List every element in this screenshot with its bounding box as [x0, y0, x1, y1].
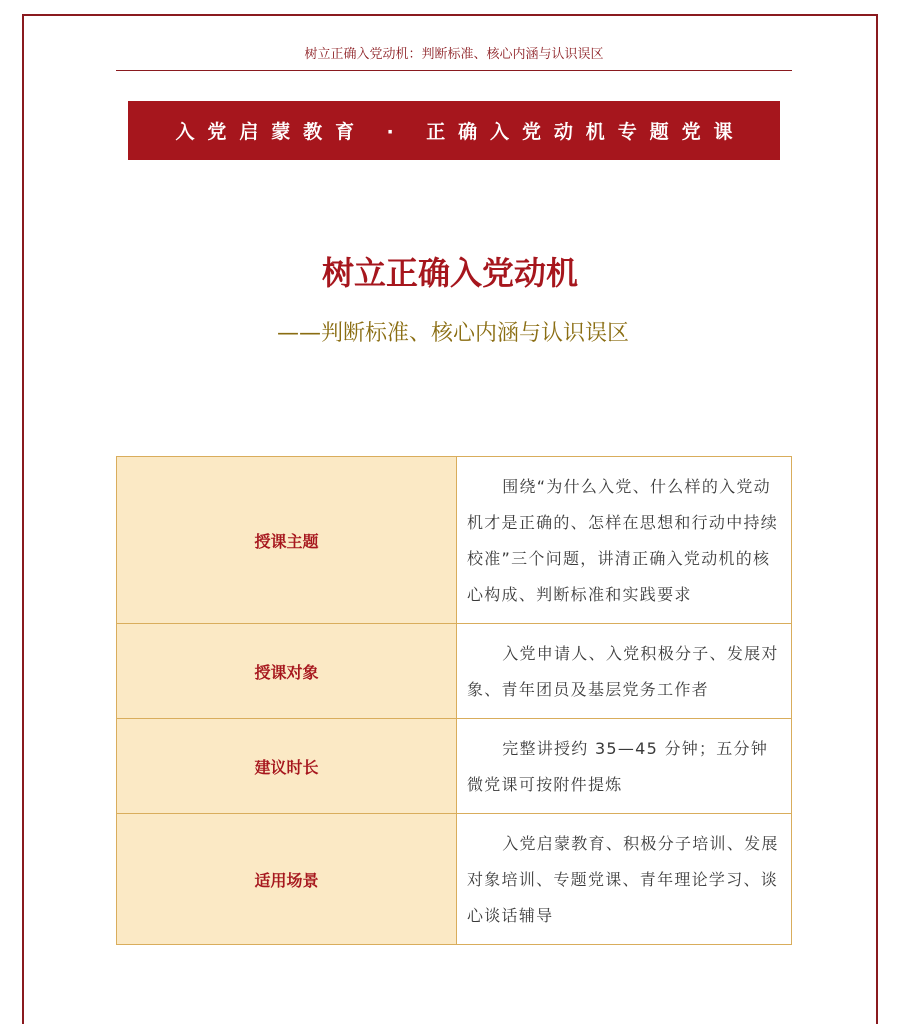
row-value: 完整讲授约 35—45 分钟；五分钟微党课可按附件提炼 — [457, 719, 792, 814]
row-label: 授课主题 — [117, 457, 457, 624]
row-value: 入党启蒙教育、积极分子培训、发展对象培训、专题党课、青年理论学习、谈心谈话辅导 — [457, 814, 792, 945]
row-label: 适用场景 — [117, 814, 457, 945]
header-rule — [116, 70, 792, 71]
page-title: 树立正确入党动机 — [321, 254, 578, 292]
row-label: 建议时长 — [117, 719, 457, 814]
running-header: 树立正确入党动机：判断标准、核心内涵与认识误区 — [304, 47, 604, 62]
table-row — [117, 457, 792, 624]
table-row — [117, 624, 792, 719]
banner — [128, 101, 780, 160]
table-row — [117, 719, 792, 814]
banner-text: 入党启蒙教育 · 正确入党动机专题党课 — [175, 121, 746, 143]
row-value: 入党申请人、入党积极分子、发展对象、青年团员及基层党务工作者 — [457, 624, 792, 719]
table-row — [117, 814, 792, 945]
page-subtitle: ——判断标准、核心内涵与认识误区 — [276, 321, 629, 346]
row-value: 围绕“为什么入党、什么样的入党动机才是正确的、怎样在思想和行动中持续校准”三个问题，讲清正确入党动机的核心构成、判断标准和实践要求 — [457, 457, 792, 624]
course-info-table — [116, 456, 792, 945]
row-label: 授课对象 — [117, 624, 457, 719]
